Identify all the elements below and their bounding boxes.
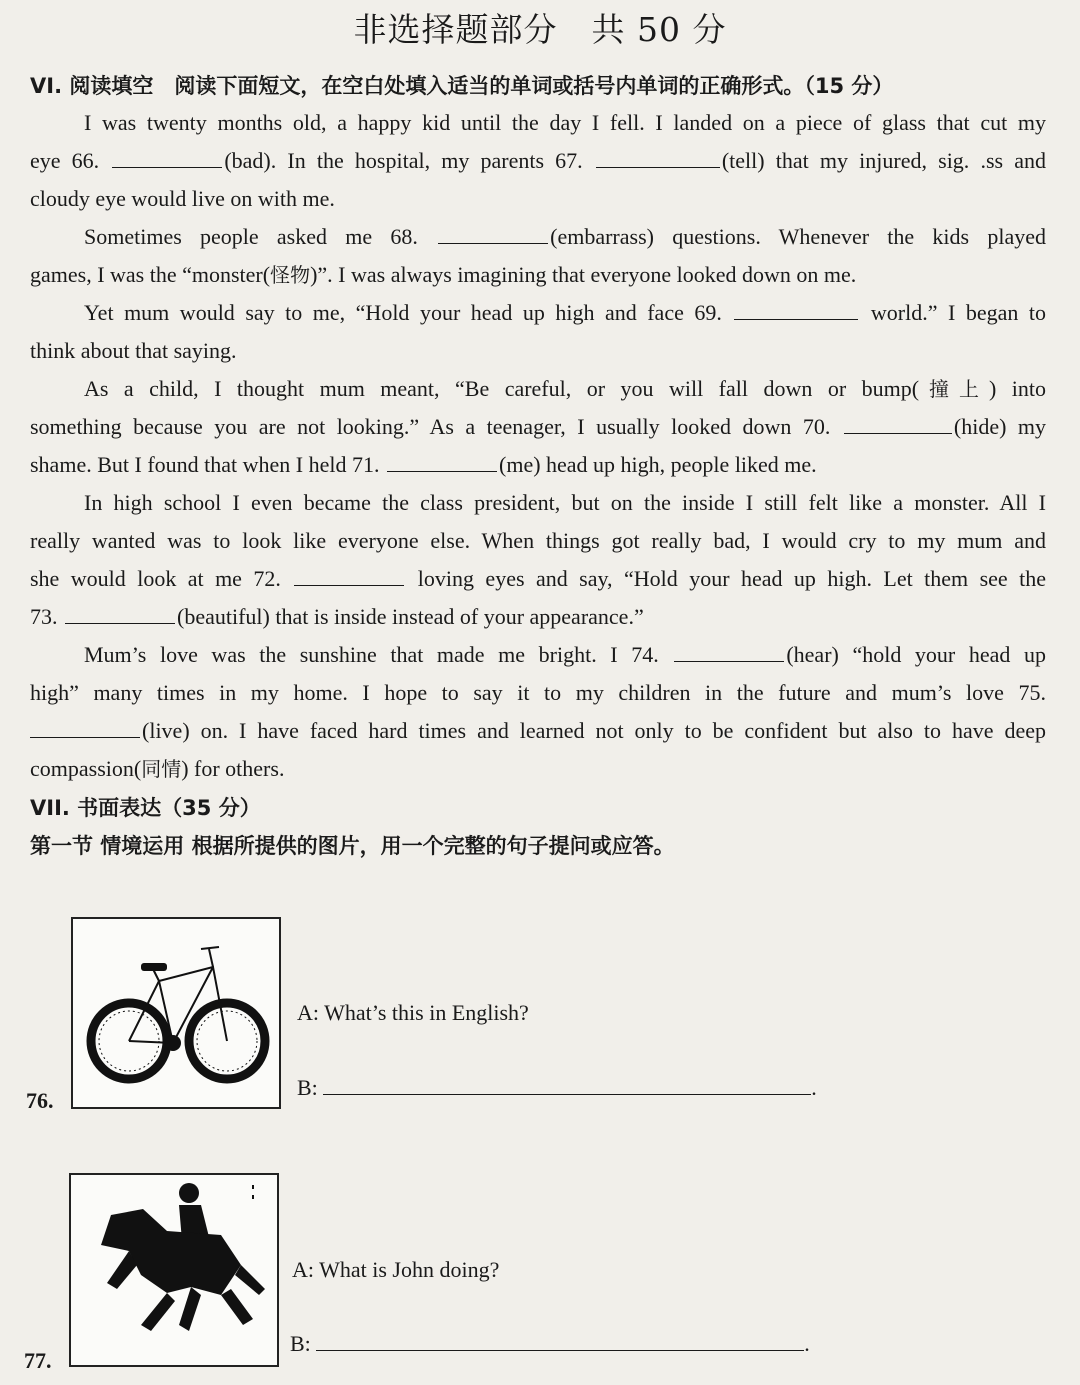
page-title: 非选择题部分 共 50 分 — [353, 10, 727, 49]
bicycle-icon — [73, 919, 279, 1107]
passage-line: Mum’s love was the sunshine that made me bright. I 74. (hear) “hold your head up — [84, 642, 1046, 667]
passage-line: games, I was the “monster(怪物)”. I was always imagining that everyone looked down on me. — [30, 262, 857, 287]
blank-68[interactable] — [438, 223, 548, 244]
blank-71[interactable] — [387, 451, 497, 472]
passage-line: eye 66. (bad). In the hospital, my parents 67. (tell) that my injured, sig. .ss and — [30, 148, 1046, 173]
question-77-prompt: A: What is John doing? — [292, 1257, 500, 1282]
section-7-part-1-instruction: 第一节 情境运用 根据所提供的图片，用一个完整的句子提问或应答。 — [30, 834, 675, 858]
answer-76-input[interactable] — [323, 1072, 811, 1095]
question-76-answer-row: B: . — [297, 1072, 817, 1101]
blank-75[interactable] — [30, 717, 140, 738]
horse-jumping-icon — [71, 1175, 277, 1365]
passage-line: compassion(同情) for others. — [30, 756, 285, 781]
blank-70[interactable] — [844, 413, 952, 434]
section-7-heading: VII. 书面表达（35 分） — [30, 796, 261, 820]
passage-line: 73. (beautiful) that is inside instead of your appearance.” — [30, 604, 644, 629]
passage-line: shame. But I found that when I held 71. (me) head up high, people liked me. — [30, 452, 817, 477]
bicycle-picture — [71, 917, 281, 1109]
passage-line: she would look at me 72. loving eyes and say, “Hold your head up high. Let them see the — [30, 566, 1046, 591]
passage-line: Sometimes people asked me 68. (embarrass) questions. Whenever the kids played — [84, 224, 1046, 249]
answer-77-input[interactable] — [316, 1328, 804, 1351]
blank-69[interactable] — [734, 299, 858, 320]
passage-line: high” many times in my home. I hope to say it to my children in the future and mum’s love 75. — [30, 680, 1046, 705]
passage-line: something because you are not looking.” As a teenager, I usually looked down 70. (hide) my — [30, 414, 1047, 439]
blank-67[interactable] — [596, 147, 720, 168]
section-6-heading: VI. 阅读填空 阅读下面短文，在空白处填入适当的单词或括号内单词的正确形式。（15 分） — [30, 74, 894, 98]
passage-line: cloudy eye would live on with me. — [30, 186, 335, 211]
passage-line: think about that saying. — [30, 338, 237, 363]
passage-line: I was twenty months old, a happy kid until the day I fell. I landed on a piece of glass that cut my — [84, 110, 1046, 135]
passage-line: Yet mum would say to me, “Hold your head up high and face 69. world.” I began to — [84, 300, 1046, 325]
blank-73[interactable] — [65, 603, 175, 624]
horse-riding-picture — [69, 1173, 279, 1367]
blank-66[interactable] — [112, 147, 222, 168]
question-number-76: 76. — [26, 1088, 54, 1113]
passage-line: In high school I even became the class president, but on the inside I still felt like a monster. All I — [84, 490, 1046, 515]
question-76-prompt: A: What’s this in English? — [297, 1000, 529, 1025]
passage-line: (live) on. I have faced hard times and learned not only to be confident but also to have deep — [30, 716, 1046, 746]
passage-line: As a child, I thought mum meant, “Be careful, or you will fall down or bump(撞上) into — [84, 376, 1047, 401]
passage-line: really wanted was to look like everyone else. When things got really bad, I would cry to my mum and — [30, 528, 1046, 553]
blank-74[interactable] — [674, 641, 784, 662]
question-77-answer-row: B: . — [290, 1328, 810, 1357]
question-number-77: 77. — [24, 1348, 52, 1373]
blank-72[interactable] — [294, 565, 404, 586]
